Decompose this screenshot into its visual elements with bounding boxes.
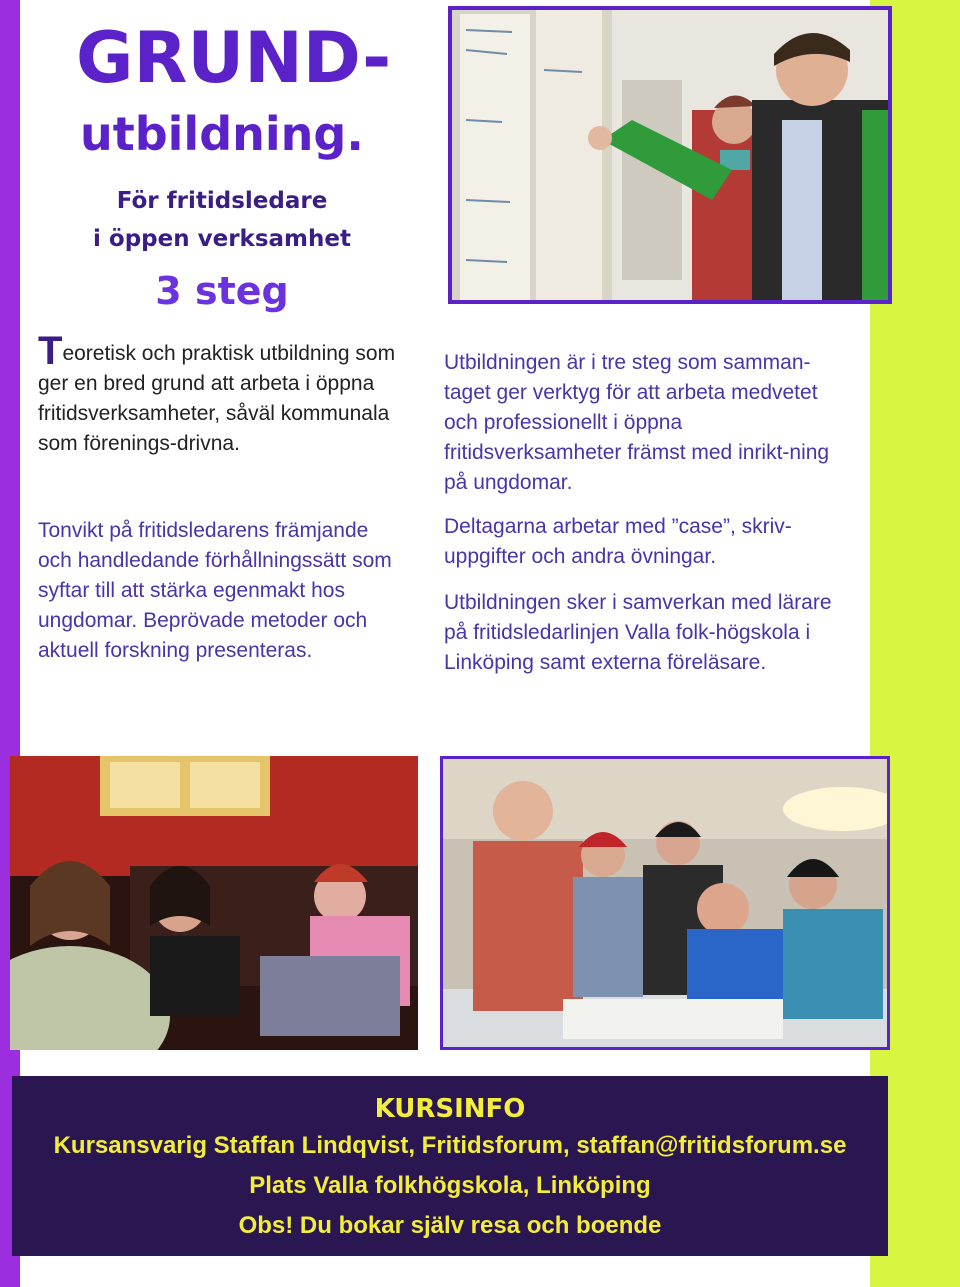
page-title-line2: utbildning. — [80, 107, 364, 161]
subtitle-line2: i öppen verksamhet — [93, 226, 351, 252]
drop-cap: T — [38, 329, 63, 373]
page-title-line1: GRUND- — [76, 17, 392, 99]
focus-paragraph: Tonvikt på fritidsledarens främjande och handledande förhållningssätt som syftar till att stärka egenmakt hos ungdomar. Beprövade metoder och aktuell forskning presenteras. — [38, 519, 392, 662]
intro-text: eoretisk och praktisk utbildning som ger en bred grund att arbeta i öppna fritidsverksamheter, såväl kommunala som förenings-drivna. — [38, 342, 396, 455]
subtitle-line1: För fritidsledare — [116, 188, 328, 214]
group-work-photo — [440, 756, 890, 1050]
course-contact: Kursansvarig Staffan Lindqvist, Fritidsforum, staffan@fritidsforum.se — [53, 1132, 847, 1159]
kursinfo-heading: KURSINFO — [374, 1094, 526, 1124]
workshop-photo — [448, 6, 892, 304]
steps-heading: 3 steg — [155, 269, 289, 313]
collaboration-paragraph: Utbildningen sker i samverkan med lärare på fritidsledarlinjen Valla folk-högskola i Linköping samt externa föreläsare. — [444, 591, 832, 674]
course-booking-note: Obs! Du bokar själv resa och boende — [238, 1212, 662, 1239]
exercises-paragraph: Deltagarna arbetar med ”case”, skriv-uppgifter och andra övningar. — [444, 515, 792, 568]
intro-paragraph — [38, 329, 398, 459]
page-subtitle — [60, 182, 384, 258]
course-info-box — [12, 1076, 888, 1256]
course-location: Plats Valla folkhögskola, Linköping — [249, 1172, 651, 1199]
steps-paragraph: Utbildningen är i tre steg som samman-taget ger verktyg för att arbeta medvetet och professionellt i öppna fritidsverksamheter främst med inrikt-ning på ungdomar. — [444, 351, 830, 494]
youth-sofa-photo — [10, 756, 418, 1050]
